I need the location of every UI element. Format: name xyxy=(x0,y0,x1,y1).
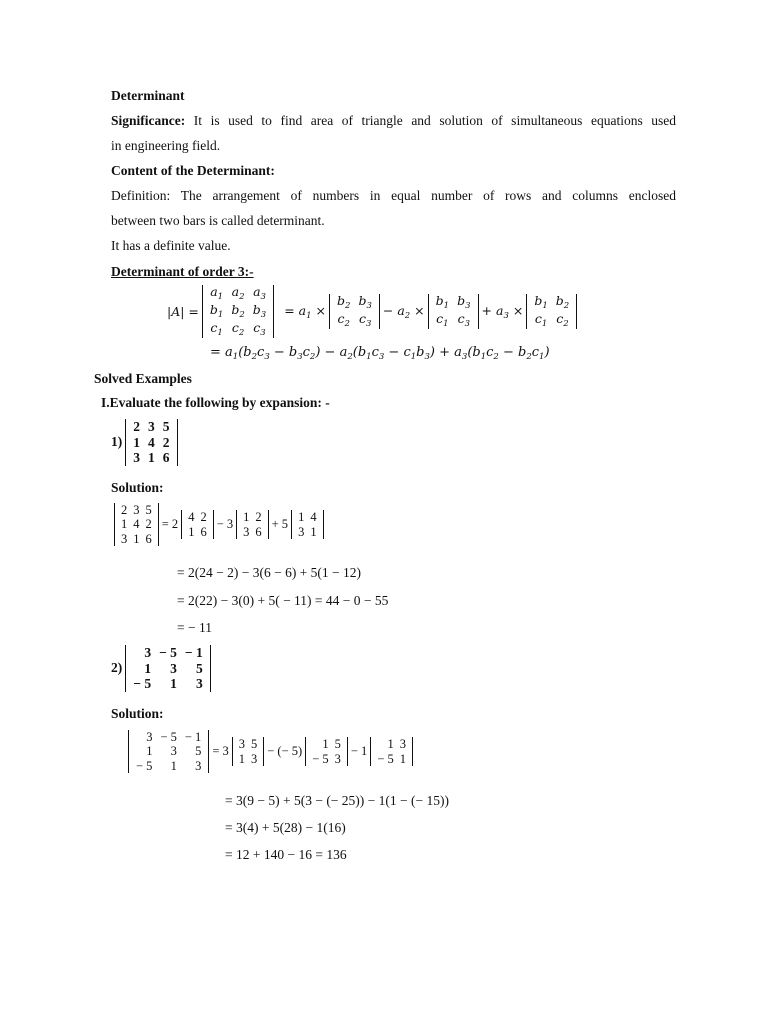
significance-label: Significance: xyxy=(111,113,186,128)
example2-matrix: 3 − 5 − 1 1 3 5 − 5 1 3 xyxy=(125,645,210,692)
example1-minor1: 4 2 1 6 xyxy=(181,510,214,539)
minor-b1b3: $b_1$ $b_3$ $c_1$ $c_3$ xyxy=(428,294,479,330)
general-matrix: $a_1$ $a_2$ $a_3$ $b_1$ $b_2$ $b_3$ $c_1$ $c_2$ $c_3$ xyxy=(202,285,274,338)
example2-coef2: − (− 5) xyxy=(267,744,303,759)
example1-minor2: 1 2 3 6 xyxy=(236,510,269,539)
example1-matrix: 2 3 5 1 4 2 3 1 6 xyxy=(125,419,177,466)
term2-coef: − $a_2$ × xyxy=(382,302,425,321)
example1-problem xyxy=(111,419,178,466)
example2-problem xyxy=(111,645,211,692)
term3-coef: + $a_3$ × xyxy=(481,302,524,321)
example2-minor1: 3 5 1 3 xyxy=(232,737,265,766)
example1-matrix-copy: 2 3 5 1 4 2 3 1 6 xyxy=(114,503,159,546)
example2-step3: = 12 + 140 − 16 = 136 xyxy=(225,847,347,862)
term1-coef: = $a_1$ × xyxy=(284,302,326,321)
example2-matrix-copy: 3 − 5 − 1 1 3 5 − 5 1 3 xyxy=(128,730,209,773)
example2-expansion xyxy=(128,730,413,773)
solved-examples-heading: Solved Examples xyxy=(94,371,192,386)
definite-value-text: It has a definite value. xyxy=(111,238,231,253)
example1-expansion xyxy=(114,503,324,546)
example1-step2: = 2(22) − 3(0) + 5( − 11) = 44 − 0 − 55 xyxy=(177,593,389,608)
example2-coef1: = 3 xyxy=(212,744,229,759)
significance-line2: in engineering field. xyxy=(111,138,221,153)
minor-b2b3: $b_2$ $b_3$ $c_2$ $c_3$ xyxy=(329,294,380,330)
example1-step3: = − 11 xyxy=(177,620,212,635)
example1-coef2: − 3 xyxy=(216,517,234,532)
example2-step1: = 3(9 − 5) + 5(3 − (− 25)) − 1(1 − (− 15)) xyxy=(225,793,449,808)
example2-solution-label: Solution: xyxy=(111,706,164,721)
definition-line2: between two bars is called determinant. xyxy=(111,213,325,228)
example2-minor3: 1 3 − 5 1 xyxy=(370,737,413,766)
page-title: Determinant xyxy=(111,88,185,103)
example2-coef3: − 1 xyxy=(350,744,368,759)
content-heading: Content of the Determinant: xyxy=(111,163,275,178)
example1-step1: = 2(24 − 2) − 3(6 − 6) + 5(1 − 12) xyxy=(177,565,362,580)
order3-heading: Determinant of order 3:- xyxy=(111,264,254,279)
example1-coef1: = 2 xyxy=(161,517,179,532)
definition-line1: Definition: The arrangement of numbers in equal number of rows and columns enclosed xyxy=(111,188,676,203)
section1-heading: I.Evaluate the following by expansion: - xyxy=(101,395,330,410)
example2-label: 2) xyxy=(111,660,123,676)
minor-b1b2: $b_1$ $b_2$ $c_1$ $c_2$ xyxy=(526,294,577,330)
example1-minor3: 1 4 3 1 xyxy=(291,510,324,539)
significance-text: It is used to find area of triangle and solution of simultaneous equations used xyxy=(193,113,676,128)
significance-line1 xyxy=(111,113,676,129)
example2-minor2: 1 5 − 5 3 xyxy=(305,737,348,766)
example1-solution-label: Solution: xyxy=(111,480,164,495)
order3-formula xyxy=(164,285,577,338)
example1-label: 1) xyxy=(111,434,123,450)
det-a-label: |A| = xyxy=(167,304,199,320)
order3-expansion: = $a_1(b_2c_3 - b_3c_2) - a_2(b_1c_3 - c_1b_3) + a_3(b_1c_2 - b_2c_1)$ xyxy=(210,345,550,362)
example1-coef3: + 5 xyxy=(271,517,289,532)
example2-step2: = 3(4) + 5(28) − 1(16) xyxy=(225,820,346,835)
